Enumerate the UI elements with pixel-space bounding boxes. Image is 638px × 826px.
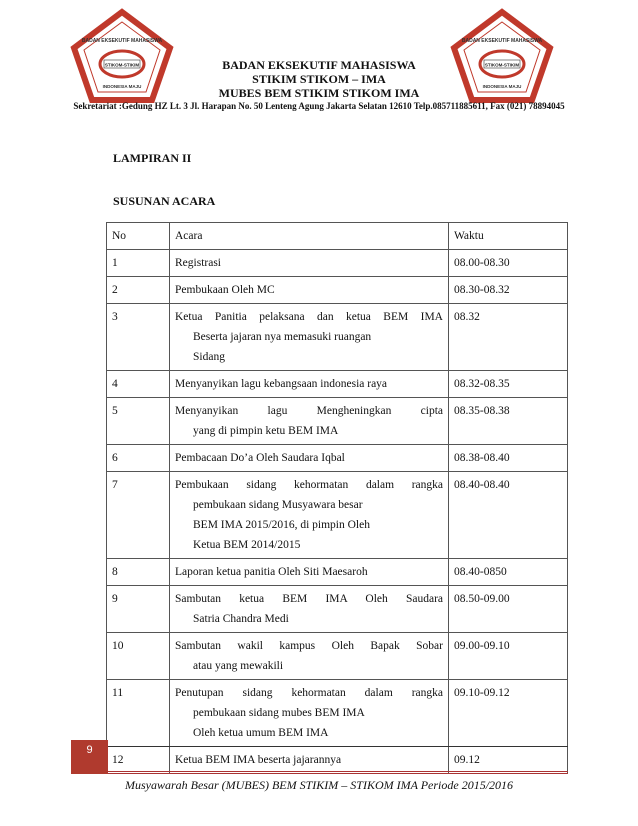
table-row	[107, 559, 568, 586]
acara-line: BEM IMA 2015/2016, di pimpin Oleh	[193, 519, 370, 531]
secretariat-address: Sekretariat :Gedung HZ Lt. 3 Jl. Harapan No. 50 Lenteng Agung Jakarta Selatan 12610 Telp.085711885611, Fax (021) 78894045	[73, 101, 565, 111]
table-row	[107, 747, 568, 774]
row-number: 7	[107, 472, 170, 559]
row-waktu: 08.40-0850	[449, 559, 568, 586]
acara-line: Sambutan ketua BEM IMA Oleh Saudara	[175, 593, 443, 605]
row-waktu: 08.50-09.00	[449, 586, 568, 633]
logo-left-mid-text: STIKOM-STIKIM	[104, 62, 140, 68]
row-waktu: 08.32-08.35	[449, 371, 568, 398]
table-row	[107, 250, 568, 277]
row-number: 1	[107, 250, 170, 277]
table-row	[107, 371, 568, 398]
schedule-table	[106, 222, 568, 774]
row-waktu: 08.35-08.38	[449, 398, 568, 445]
row-acara	[170, 559, 449, 586]
row-number: 10	[107, 633, 170, 680]
row-waktu: 08.38-08.40	[449, 445, 568, 472]
row-number: 9	[107, 586, 170, 633]
footer-caption: Musyawarah Besar (MUBES) BEM STIKIM – STIKOM IMA Periode 2015/2016	[124, 778, 514, 792]
acara-line: Laporan ketua panitia Oleh Siti Maesaroh	[175, 566, 368, 578]
row-waktu: 08.00-08.30	[449, 250, 568, 277]
acara-line: Penutupan sidang kehormatan dalam rangka	[175, 687, 443, 699]
acara-line: Beserta jajaran nya memasuki ruangan	[193, 331, 372, 343]
acara-line: Menyanyikan lagu Mengheningkan cipta	[175, 405, 443, 417]
row-waktu: 08.32	[449, 304, 568, 371]
row-waktu: 09.00-09.10	[449, 633, 568, 680]
acara-line: Registrasi	[175, 257, 221, 269]
section-title: SUSUNAN ACARA	[113, 194, 216, 208]
row-waktu: 08.40-08.40	[449, 472, 568, 559]
row-acara	[170, 304, 449, 371]
table-row	[107, 586, 568, 633]
acara-line: Ketua BEM 2014/2015	[193, 539, 301, 551]
footer-divider	[108, 746, 568, 747]
row-acara	[170, 398, 449, 445]
table-row	[107, 304, 568, 371]
row-acara	[170, 633, 449, 680]
acara-line: yang di pimpin ketu BEM IMA	[193, 425, 339, 437]
acara-line: Pembukaan Oleh MC	[175, 284, 275, 296]
row-acara	[170, 747, 449, 774]
acara-line: pembukaan sidang Musyawara besar	[193, 499, 363, 511]
row-number: 8	[107, 559, 170, 586]
logo-left-top-text: BADAN EKSEKUTIF MAHASISWA	[81, 38, 163, 44]
row-number: 6	[107, 445, 170, 472]
acara-line: Satria Chandra Medi	[193, 613, 289, 625]
table-row	[107, 633, 568, 680]
row-waktu: 08.30-08.32	[449, 277, 568, 304]
row-number: 11	[107, 680, 170, 747]
row-number: 12	[107, 747, 170, 774]
table-row	[107, 680, 568, 747]
event-name: MUBES BEM STIKIM STIKOM IMA	[218, 86, 420, 100]
header-acara: Acara	[170, 223, 449, 250]
appendix-label: LAMPIRAN II	[113, 151, 192, 165]
row-number: 2	[107, 277, 170, 304]
row-number: 3	[107, 304, 170, 371]
row-acara	[170, 250, 449, 277]
org-campus: STIKIM STIKOM – IMA	[252, 72, 386, 86]
acara-line: atau yang mewakili	[193, 660, 284, 672]
acara-line: pembukaan sidang mubes BEM IMA	[193, 707, 365, 719]
row-acara	[170, 472, 449, 559]
row-waktu: 09.10-09.12	[449, 680, 568, 747]
table-row	[107, 277, 568, 304]
row-waktu: 09.12	[449, 747, 568, 774]
logo-right-top-text: BADAN EKSEKUTIF MAHASISWA	[461, 38, 543, 44]
org-name: BADAN EKSEKUTIF MAHASISWA	[222, 58, 416, 72]
acara-line: Sambutan wakil kampus Oleh Bapak Sobar	[175, 640, 443, 652]
row-number: 4	[107, 371, 170, 398]
acara-line: Oleh ketua umum BEM IMA	[193, 727, 329, 739]
table-row	[107, 398, 568, 445]
row-number: 5	[107, 398, 170, 445]
row-acara	[170, 277, 449, 304]
acara-line: Sidang	[193, 351, 225, 363]
table-header-row	[107, 223, 568, 250]
row-acara	[170, 445, 449, 472]
table-row	[107, 472, 568, 559]
header-waktu: Waktu	[449, 223, 568, 250]
row-acara	[170, 371, 449, 398]
acara-line: Ketua Panitia pelaksana dan ketua BEM IMA	[175, 311, 443, 323]
table-row	[107, 445, 568, 472]
acara-line: Pembacaan Do’a Oleh Saudara Iqbal	[175, 452, 345, 464]
row-acara	[170, 586, 449, 633]
acara-line: Menyanyikan lagu kebangsaan indonesia raya	[175, 378, 388, 390]
acara-line: Pembukaan sidang kehormatan dalam rangka	[175, 479, 443, 491]
row-acara	[170, 680, 449, 747]
header-no: No	[107, 223, 170, 250]
logo-right-mid-text: STIKOM-STIKIM	[484, 62, 520, 68]
acara-line: Ketua BEM IMA beserta jajarannya	[175, 754, 342, 766]
page-number: 9	[86, 744, 93, 756]
logo-right-bottom-text: INDONESIA MAJU	[482, 84, 522, 89]
logo-left-bottom-text: INDONESIA MAJU	[102, 84, 142, 89]
footer-double-rule	[108, 771, 568, 774]
